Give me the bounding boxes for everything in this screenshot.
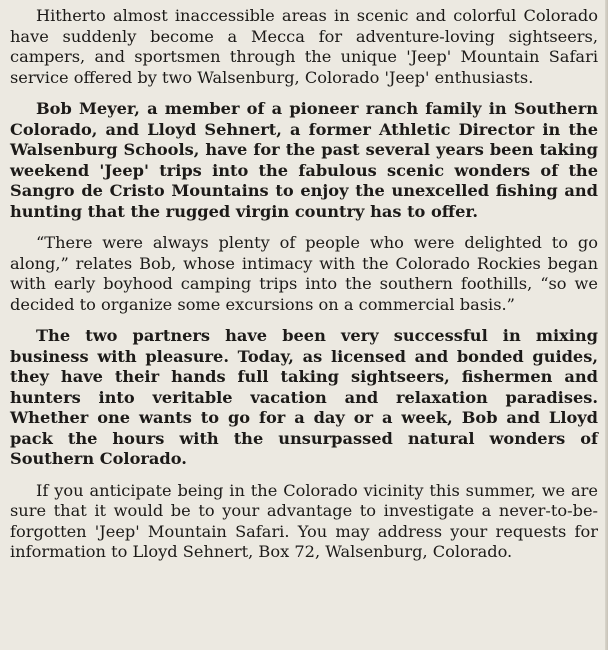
article-body (10, 6, 598, 574)
paragraph-guides-bold: Bob Meyer, a member of a pioneer ranch family in Southern Colorado, and Lloyd Sehnert, a former Athletic Director in the Walsenburg Schools, have for the past several years been taking weekend 'Jeep' trips into the fabulous scenic wonders of the Sangro de Cristo Mountains to enjoy the unexcelled fishing and hunting that the rugged virgin country has to offer. (10, 99, 598, 221)
paragraph-partners-bold: The two partners have been very successful in mixing business with pleasure. Today, as licensed and bonded guides, they have their hands full taking sightseers, fishermen and hunters into veritable vacation and relaxation paradises. Whether one wants to go for a day or a week, Bob and Lloyd pack the hours with the unsurpassed natural wonders of Southern Colorado. (10, 326, 598, 468)
paragraph-intro: Hitherto almost inaccessible areas in scenic and colorful Colorado have suddenly become a Mecca for adventure-loving sightseers, campers, and sportsmen through the unique 'Jeep' Mountain Safari service offered by two Walsenburg, Colorado 'Jeep' enthusiasts. (10, 6, 598, 87)
paragraph-quote: “There were always plenty of people who were delighted to go along,” relates Bob, whose intimacy with the Colorado Rockies began with early boyhood camping trips into the southern foothills, “so we decided to organize some excursions on a commercial basis.” (10, 233, 598, 314)
paragraph-contact: If you anticipate being in the Colorado vicinity this summer, we are sure that it would be to your advantage to investigate a never-to-be-forgotten 'Jeep' Mountain Safari. You may address your requests for information to Lloyd Sehnert, Box 72, Walsenburg, Colorado. (10, 480, 598, 561)
